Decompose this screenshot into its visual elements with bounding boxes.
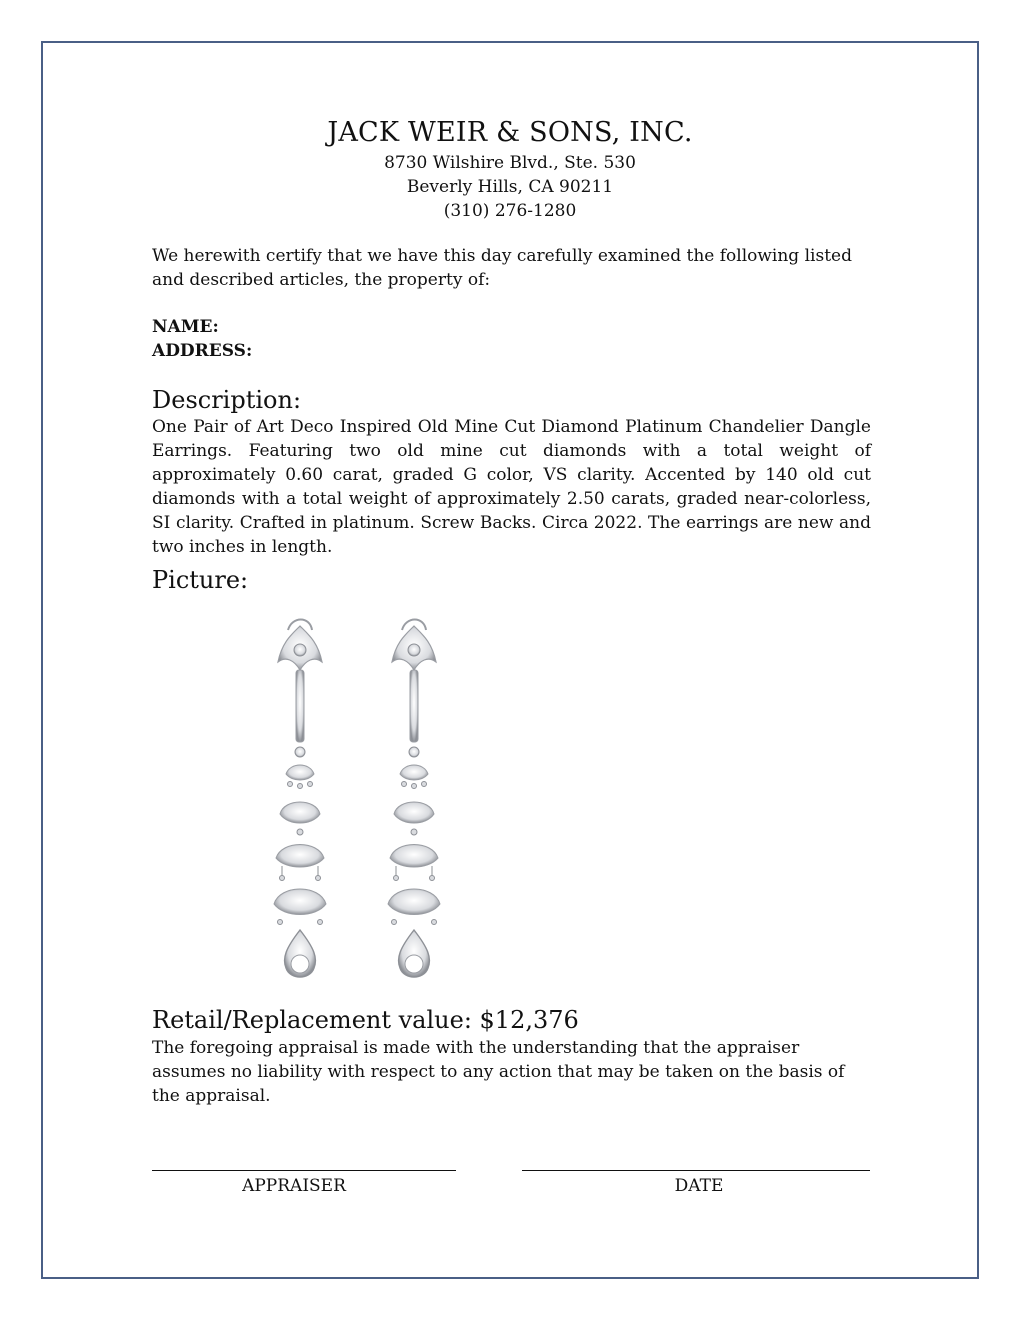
company-address-line1: 8730 Wilshire Blvd., Ste. 530 <box>384 153 636 173</box>
name-label: NAME: <box>152 317 219 337</box>
address-label: ADDRESS: <box>152 341 253 361</box>
company-phone: (310) 276-1280 <box>443 201 577 221</box>
description-text: One Pair of Art Deco Inspired Old Mine Cut Diamond Platinum Chandelier Dangle Earrings. Featuring two old mine cut diamonds with a total weight of approximately 0.60 carat, graded G color, VS clarity. Accented by 140 old cut diamonds with a total weight of approximately 2.50 carats, graded near-colorless, SI clarity. Crafted in platinum. Screw Backs. Circa 2022. The earrings are new and two inches in length. <box>152 417 871 557</box>
appraisal-disclaimer: The foregoing appraisal is made with the understanding that the appraiser assumes no liability with respect to any action that may be taken on the basis of the appraisal. <box>152 1038 845 1106</box>
date-signature-line <box>522 1170 870 1171</box>
earrings-photo <box>262 612 472 992</box>
picture-heading: Picture: <box>152 566 249 594</box>
left-earring <box>274 620 326 978</box>
appraiser-signature-line <box>152 1170 456 1171</box>
company-name: JACK WEIR & SONS, INC. <box>327 117 693 148</box>
description-heading: Description: <box>152 386 302 414</box>
certification-intro: We herewith certify that we have this day carefully examined the following listed and described articles, the property of: <box>152 246 852 290</box>
retail-value: Retail/Replacement value: $12,376 <box>152 1006 579 1034</box>
right-earring <box>388 620 440 978</box>
appraiser-label: APPRAISER <box>242 1176 346 1196</box>
company-address-line2: Beverly Hills, CA 90211 <box>406 177 614 197</box>
date-label: DATE <box>674 1176 724 1196</box>
